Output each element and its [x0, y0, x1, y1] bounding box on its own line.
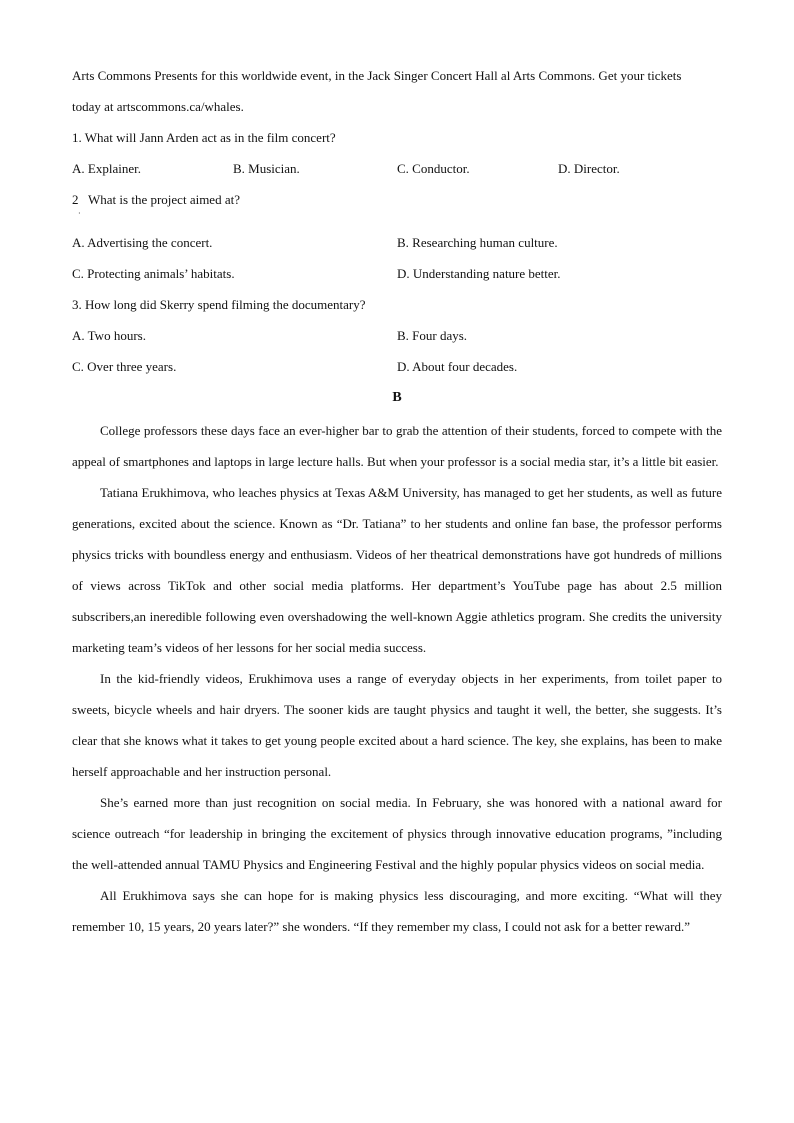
question-2-mark: ·: [78, 209, 81, 218]
document-page: [72, 62, 722, 942]
option-c: C. Conductor.: [397, 161, 470, 176]
option-b: B. Four days.: [397, 328, 468, 343]
question-1-options: [72, 155, 722, 186]
paragraph-1: College professors these days face an ever-higher bar to grab the attention of their students, forced to compete with the appeal of smartphones and laptops in large lecture halls. But when your professor is a social media star, it’s a little bit easier.: [72, 423, 722, 469]
option-a: A. Two hours.: [72, 328, 146, 343]
paragraph-5: All Erukhimova says she can hope for is making physics less discouraging, and more exciting. “What will they remember 10, 15 years, 20 years later?” she wonders. “If they remember my class, I could not ask for a better reward.”: [72, 888, 722, 934]
option-c: C. Protecting animals’ habitats.: [72, 266, 235, 281]
question-3-options-row-2: [72, 353, 722, 384]
option-d: D. About four decades.: [397, 359, 518, 374]
option-d: D. Director.: [558, 161, 620, 176]
option-d: D. Understanding nature better.: [397, 266, 561, 281]
option-a: A. Explainer.: [72, 161, 141, 176]
option-b: B. Researching human culture.: [397, 235, 558, 250]
question-1-stem: 1. What will Jann Arden act as in the film concert?: [72, 130, 336, 145]
option-c: C. Over three years.: [72, 359, 177, 374]
paragraph-4: She’s earned more than just recognition on social media. In February, she was honored with a national award for science outreach “for leadership in bringing the excitement of physics through innovative education programs, ”including the well-attended annual TAMU Physics and Engineering Festival and the highly popular physics videos on social media.: [72, 795, 722, 872]
question-2-options-row-2: [72, 260, 722, 291]
paragraph-2: Tatiana Erukhimova, who leaches physics at Texas A&M University, has managed to get her students, as well as future generations, excited about the science. Known as “Dr. Tatiana” to her students and online fan base, the professor performs physics tricks with boundless energy and enthusiasm. Videos of her theatrical demonstrations have got hundreds of millions of views across TikTok and other social media platforms. Her department’s YouTube page has about 2.5 million subscribers,an ineredible following even overshadowing the well-known Aggie athletics program. She credits the university marketing team’s videos of her lessons for her social media success.: [72, 485, 722, 655]
paragraph-3: In the kid-friendly videos, Erukhimova uses a range of everyday objects in her experiments, from toilet paper to sweets, bicycle wheels and hair dryers. The sooner kids are taught physics and taught it well, the better, she suggests. It’s clear that she knows what it takes to get young people excited about a hard science. The key, she explains, has been to make herself approachable and her instruction personal.: [72, 671, 722, 779]
section-b-heading: B: [392, 390, 402, 405]
question-2-stem: 2 What is the project aimed at?: [72, 192, 240, 207]
question-2-options-row-1: [72, 229, 722, 260]
intro-line-2: today at artscommons.ca/whales.: [72, 99, 244, 114]
option-b: B. Musician.: [233, 161, 300, 176]
option-a: A. Advertising the concert.: [72, 235, 213, 250]
intro-line-1: Arts Commons Presents for this worldwide event, in the Jack Singer Concert Hall al Arts Commons. Get your tickets: [72, 68, 682, 83]
question-2-stem-row: [72, 186, 722, 217]
question-3-stem: 3. How long did Skerry spend filming the documentary?: [72, 297, 366, 312]
question-3-options-row-1: [72, 322, 722, 353]
